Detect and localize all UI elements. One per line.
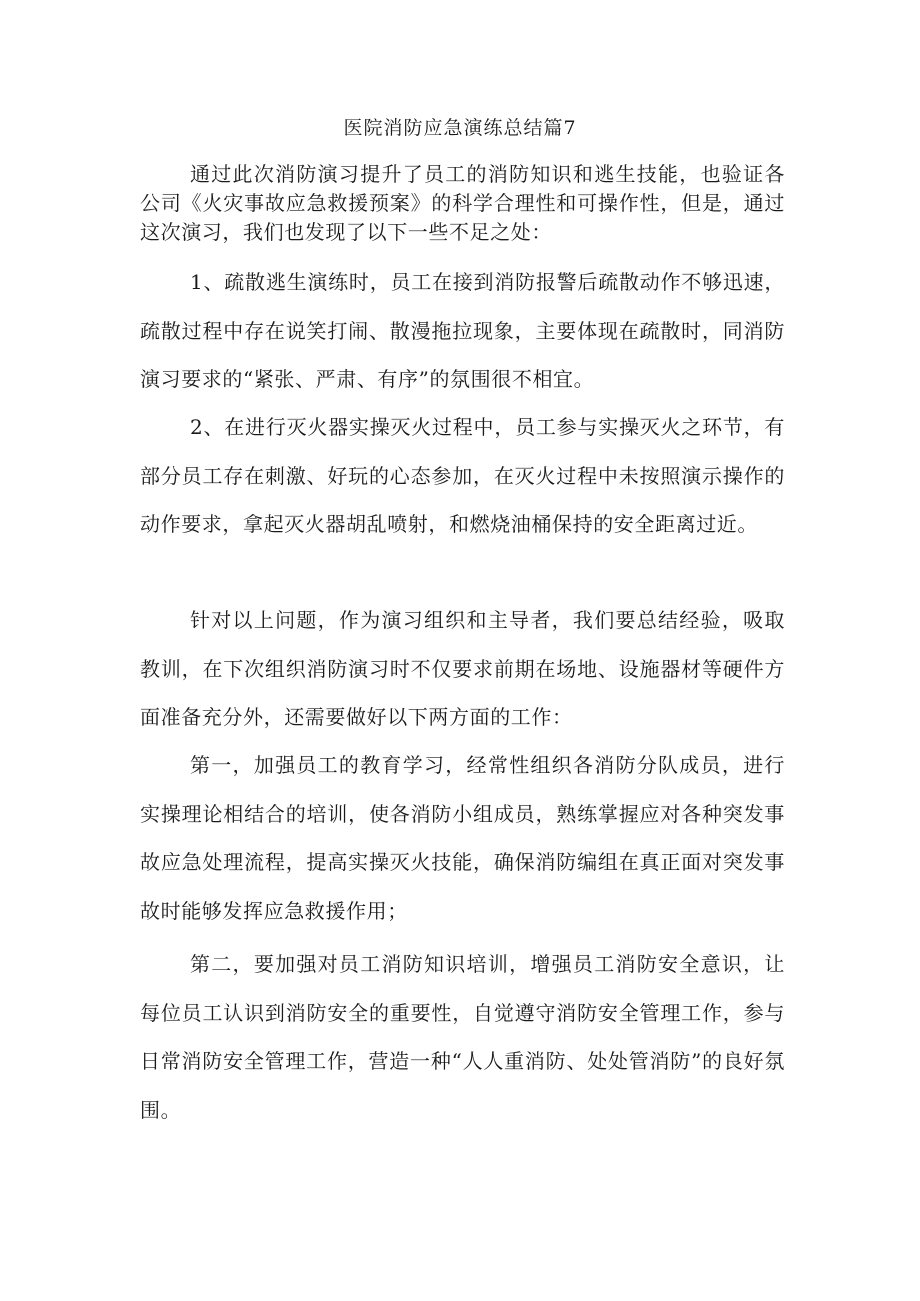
document-title: 医院消防应急演练总结篇7 bbox=[343, 117, 577, 139]
paragraph-second-measure: 第二，要加强对员工消防知识培训，增强员工消防安全意识，让每位员工认识到消防安全的重要性，自觉遵守消防安全管理工作，参与日常消防安全管理工作，营造一种“人人重消防、处处管消防”的良好氛围。 bbox=[140, 952, 785, 1122]
paragraph-point-2: 2、在进行灭火器实操灭火过程中，员工参与实操灭火之环节，有部分员工存在刺激、好玩的心态参加，在灭火过程中未按照演示操作的动作要求，拿起灭火器胡乱喷射，和燃烧油桶保持的安全距离过近。 bbox=[140, 415, 785, 536]
paragraph-intro: 通过此次消防演习提升了员工的消防知识和逃生技能，也验证各公司《火灾事故应急救援预案》的科学合理性和可操作性，但是，通过这次演习，我们也发现了以下一些不足之处： bbox=[140, 162, 785, 244]
paragraph-first-measure: 第一，加强员工的教育学习，经常性组织各消防分队成员，进行实操理论相结合的培训，使各消防小组成员，熟练掌握应对各种突发事故应急处理流程，提高实操灭火技能，确保消防编组在真正面对突发事故时能够发挥应急救援作用； bbox=[140, 753, 785, 923]
paragraph-point-1: 1、疏散逃生演练时，员工在接到消防报警后疏散动作不够迅速，疏散过程中存在说笑打闹、散漫拖拉现象，主要体现在疏散时，同消防演习要求的“紧张、严肃、有序”的氛围很不相宜。 bbox=[140, 270, 785, 391]
paragraph-response: 针对以上问题，作为演习组织和主导者，我们要总结经验，吸取教训，在下次组织消防演习时不仅要求前期在场地、设施器材等硬件方面准备充分外，还需要做好以下两方面的工作： bbox=[140, 608, 785, 729]
